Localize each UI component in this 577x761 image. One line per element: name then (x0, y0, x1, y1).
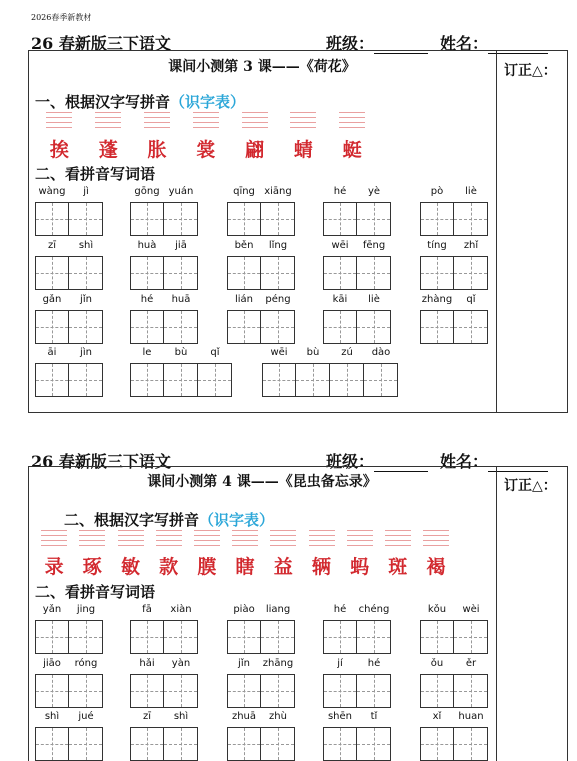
character-writing-box[interactable] (69, 310, 103, 344)
pinyin-label: hǎi (139, 658, 155, 669)
character-writing-box[interactable] (357, 310, 391, 344)
pinyin-label: wàng (38, 186, 66, 197)
pinyin-label: hé (140, 294, 154, 305)
sheet1-section2-label: 二、看拼音写词语 (35, 165, 156, 183)
character-writing-box[interactable] (35, 202, 69, 236)
character: 挨 (49, 139, 69, 161)
pinyin-label: qǐ (210, 347, 220, 358)
pinyin-label: yè (367, 186, 381, 197)
character-writing-box[interactable] (227, 202, 261, 236)
character-writing-box[interactable] (261, 727, 295, 761)
character-writing-box[interactable] (227, 674, 261, 708)
sheet1-correction-divider (496, 51, 497, 412)
pinyin-label: róng (74, 658, 98, 669)
character-writing-box[interactable] (69, 620, 103, 654)
pinyin-writing-lines[interactable] (46, 110, 72, 128)
pinyin-label: jiāo (43, 658, 61, 669)
character-writing-box[interactable] (130, 202, 164, 236)
character-writing-box[interactable] (454, 256, 488, 290)
pinyin-label: huan (458, 711, 484, 722)
character-writing-box[interactable] (454, 310, 488, 344)
character-writing-box[interactable] (420, 256, 454, 290)
character-writing-box[interactable] (357, 256, 391, 290)
pinyin-label: āi (47, 347, 57, 358)
pinyin-writing-lines[interactable] (41, 528, 67, 546)
pinyin-label: běn (234, 240, 254, 251)
character: 蚂 (350, 556, 370, 578)
character-writing-box[interactable] (164, 256, 198, 290)
character-writing-box[interactable] (35, 256, 69, 290)
sheet2-class-label: 班级： (326, 452, 375, 471)
pinyin-label: hé (333, 604, 347, 615)
character-writing-box[interactable] (420, 674, 454, 708)
character-writing-box[interactable] (323, 727, 357, 761)
pinyin-label: jì (83, 186, 89, 197)
pinyin-label: zhàng (421, 294, 453, 305)
character-writing-box[interactable] (357, 727, 391, 761)
sheet1-section1-tag: （识字表） (170, 93, 246, 111)
pinyin-label: qīng (233, 186, 255, 197)
pinyin-label: zhù (269, 711, 287, 722)
character: 瞎 (235, 556, 255, 578)
pinyin-label: péng (265, 294, 291, 305)
pinyin-label: wēi (331, 240, 349, 251)
character-writing-box[interactable] (357, 202, 391, 236)
character-writing-box[interactable] (227, 256, 261, 290)
pinyin-writing-lines[interactable] (339, 110, 365, 128)
character-writing-box[interactable] (296, 363, 330, 397)
character-writing-box[interactable] (261, 256, 295, 290)
pinyin-label: fā (142, 604, 152, 615)
sheet2-section1-tag: （识字表） (199, 511, 275, 529)
character-writing-box[interactable] (454, 674, 488, 708)
pinyin-writing-lines[interactable] (385, 528, 411, 546)
character-writing-box[interactable] (164, 727, 198, 761)
character-writing-box[interactable] (130, 674, 164, 708)
sheet2-section1-label: 二、根据汉字写拼音 (64, 511, 200, 529)
character: 褐 (426, 556, 446, 578)
sheet1-name-label: 姓名： (440, 34, 489, 53)
pinyin-label: yǎn (42, 604, 62, 615)
pinyin-label: bù (174, 347, 188, 358)
character-writing-box[interactable] (164, 674, 198, 708)
character-writing-box[interactable] (262, 363, 296, 397)
pinyin-label: shì (44, 711, 60, 722)
pinyin-label: wēi (270, 347, 288, 358)
top-label: 2026春季新教材 (31, 13, 92, 22)
character-writing-box[interactable] (330, 363, 364, 397)
pinyin-label: pò (430, 186, 444, 197)
character: 蓬 (98, 139, 118, 161)
sheet2-section1 (64, 509, 274, 530)
character-writing-box[interactable] (323, 202, 357, 236)
character-writing-box[interactable] (420, 620, 454, 654)
character: 款 (159, 556, 179, 578)
character-writing-box[interactable] (420, 310, 454, 344)
character-writing-box[interactable] (198, 363, 232, 397)
sheet2-section2-label: 二、看拼音写词语 (35, 583, 156, 601)
character: 斑 (388, 556, 408, 578)
sheet2-characters (35, 552, 455, 579)
character-writing-box[interactable] (69, 674, 103, 708)
pinyin-label: liang (265, 604, 291, 615)
pinyin-label: liè (368, 294, 380, 305)
sheet1-quiz-title: 课间小测第 3 课——《荷花》 (168, 59, 356, 75)
pinyin-writing-lines[interactable] (290, 110, 316, 128)
pinyin-label: jing (76, 604, 96, 615)
pinyin-writing-lines[interactable] (347, 528, 373, 546)
pinyin-label: shēn (327, 711, 353, 722)
pinyin-label: hé (367, 658, 381, 669)
character-writing-box[interactable] (130, 363, 164, 397)
pinyin-label: xiàn (170, 604, 192, 615)
pinyin-label: ěr (465, 658, 477, 669)
pinyin-label: jué (78, 711, 94, 722)
pinyin-label: wèi (462, 604, 480, 615)
character-writing-box[interactable] (454, 727, 488, 761)
character-writing-box[interactable] (69, 202, 103, 236)
pinyin-writing-lines[interactable] (193, 110, 219, 128)
character: 翩 (245, 139, 265, 161)
character-writing-box[interactable] (323, 620, 357, 654)
pinyin-label: huà (137, 240, 157, 251)
pinyin-label: chéng (358, 604, 390, 615)
character: 敏 (120, 556, 140, 578)
pinyin-writing-lines[interactable] (309, 528, 335, 546)
pinyin-label: lǐng (268, 240, 288, 251)
pinyin-label: xǐ (432, 711, 442, 722)
character-writing-box[interactable] (227, 727, 261, 761)
sheet2-quiz-title: 课间小测第 4 课——《昆虫备忘录》 (147, 474, 377, 490)
character-writing-box[interactable] (323, 310, 357, 344)
pinyin-label: lián (234, 294, 254, 305)
pinyin-label: kāi (332, 294, 348, 305)
character: 辆 (311, 556, 331, 578)
pinyin-label: gǎn (42, 294, 62, 305)
pinyin-label: piào (233, 604, 255, 615)
character-writing-box[interactable] (357, 620, 391, 654)
character-writing-box[interactable] (323, 674, 357, 708)
character: 益 (273, 556, 293, 578)
sheet1-header-title: 26 春新版三下语文 (31, 34, 171, 53)
pinyin-label: zhuā (231, 711, 257, 722)
pinyin-writing-lines[interactable] (423, 528, 449, 546)
character-writing-box[interactable] (69, 363, 103, 397)
pinyin-label: zī (142, 711, 152, 722)
sheet2-name-label: 姓名： (440, 452, 489, 471)
character-writing-box[interactable] (454, 202, 488, 236)
pinyin-writing-lines[interactable] (144, 110, 170, 128)
pinyin-label: jìn (80, 347, 92, 358)
pinyin-label: jiā (175, 240, 187, 251)
character-writing-box[interactable] (164, 310, 198, 344)
character-writing-box[interactable] (69, 727, 103, 761)
sheet2-correction-divider (496, 467, 497, 761)
pinyin-label: fēng (362, 240, 386, 251)
sheet1-section1-label: 一、根据汉字写拼音 (35, 93, 171, 111)
pinyin-label: zú (341, 347, 353, 358)
sheet1-class-label: 班级： (326, 34, 375, 53)
character-writing-box[interactable] (227, 620, 261, 654)
character-writing-box[interactable] (35, 310, 69, 344)
sheet1-characters (35, 135, 377, 162)
pinyin-writing-lines[interactable] (156, 528, 182, 546)
pinyin-label: hé (333, 186, 347, 197)
pinyin-label: jí (337, 658, 343, 669)
character-writing-box[interactable] (164, 620, 198, 654)
pinyin-label: kǒu (427, 604, 447, 615)
character: 膜 (197, 556, 217, 578)
pinyin-writing-lines[interactable] (95, 110, 121, 128)
character-writing-box[interactable] (261, 620, 295, 654)
pinyin-label: shì (78, 240, 94, 251)
pinyin-writing-lines[interactable] (194, 528, 220, 546)
character-writing-box[interactable] (164, 202, 198, 236)
sheet2-correction-label: 订正△： (504, 478, 557, 494)
character-writing-box[interactable] (420, 202, 454, 236)
pinyin-writing-lines[interactable] (232, 528, 258, 546)
character-writing-box[interactable] (35, 674, 69, 708)
pinyin-label: zhǐ (463, 240, 479, 251)
pinyin-label: yuán (168, 186, 194, 197)
character: 裳 (196, 139, 216, 161)
pinyin-label: shì (173, 711, 189, 722)
pinyin-label: qǐ (466, 294, 476, 305)
pinyin-writing-lines[interactable] (79, 528, 105, 546)
pinyin-label: tǐ (370, 711, 378, 722)
sheet1-section1 (35, 91, 245, 112)
pinyin-label: le (142, 347, 152, 358)
character-writing-box[interactable] (69, 256, 103, 290)
pinyin-label: jǐn (238, 658, 250, 669)
character: 琢 (82, 556, 102, 578)
character-writing-box[interactable] (454, 620, 488, 654)
pinyin-label: zī (47, 240, 57, 251)
pinyin-label: tíng (427, 240, 447, 251)
character-writing-box[interactable] (323, 256, 357, 290)
sheet2-header-title: 26 春新版三下语文 (31, 452, 171, 471)
pinyin-label: jǐn (80, 294, 92, 305)
character-writing-box[interactable] (261, 310, 295, 344)
character-writing-box[interactable] (357, 674, 391, 708)
pinyin-writing-lines[interactable] (242, 110, 268, 128)
pinyin-label: zhāng (262, 658, 294, 669)
character-writing-box[interactable] (164, 363, 198, 397)
character-writing-box[interactable] (130, 620, 164, 654)
pinyin-label: huā (171, 294, 191, 305)
character-writing-box[interactable] (261, 674, 295, 708)
character-writing-box[interactable] (420, 727, 454, 761)
character-writing-box[interactable] (35, 727, 69, 761)
character-writing-box[interactable] (130, 310, 164, 344)
character-writing-box[interactable] (261, 202, 295, 236)
pinyin-label: xiāng (264, 186, 292, 197)
character-writing-box[interactable] (35, 620, 69, 654)
character-writing-box[interactable] (130, 727, 164, 761)
pinyin-writing-lines[interactable] (118, 528, 144, 546)
character: 蜻 (293, 139, 313, 161)
character: 录 (44, 556, 64, 578)
character-writing-box[interactable] (130, 256, 164, 290)
pinyin-label: liè (465, 186, 477, 197)
character-writing-box[interactable] (364, 363, 398, 397)
pinyin-label: dào (371, 347, 391, 358)
pinyin-label: ǒu (430, 658, 444, 669)
pinyin-writing-lines[interactable] (270, 528, 296, 546)
character-writing-box[interactable] (35, 363, 69, 397)
character-writing-box[interactable] (227, 310, 261, 344)
pinyin-label: gōng (134, 186, 160, 197)
pinyin-label: bù (306, 347, 320, 358)
pinyin-label: yàn (171, 658, 191, 669)
character: 蜓 (342, 139, 362, 161)
sheet1-correction-label: 订正△： (504, 63, 557, 79)
character: 胀 (147, 139, 167, 161)
